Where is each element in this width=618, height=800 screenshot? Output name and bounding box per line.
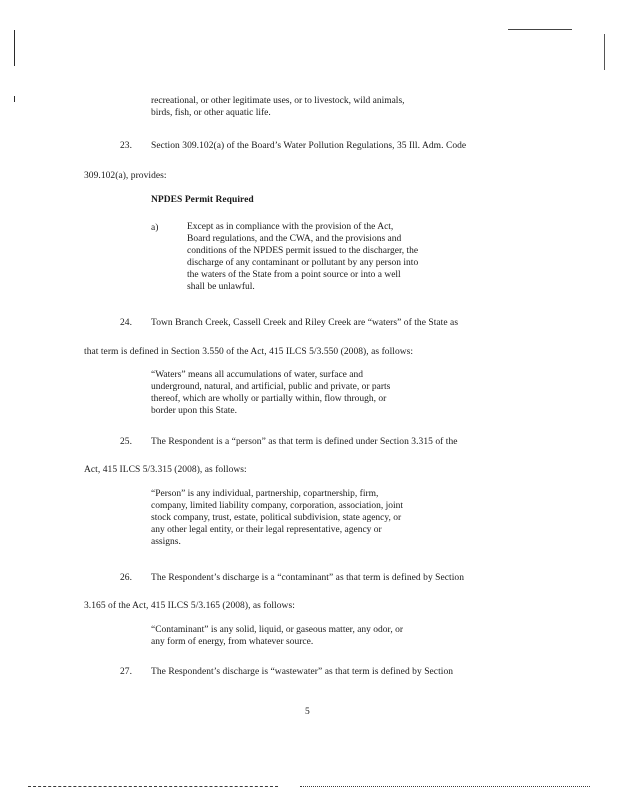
paragraph-23-line-2: 309.102(a), provides: [84, 171, 167, 181]
paragraph-26-line-1: The Respondent’s discharge is a “contaminant” as that term is defined by Section [151, 573, 465, 583]
paragraph-27-line-1: The Respondent’s discharge is “wastewater” as that term is defined by Section [151, 667, 454, 677]
npdes-heading: NPDES Permit Required [151, 195, 254, 205]
contaminant-definition-quote: “Contaminant” is any solid, liquid, or gaseous matter, any odor, or any form of energy, from whatever source. [151, 625, 403, 647]
paragraph-number-26: 26. [120, 573, 133, 583]
scan-edge-left-lower [14, 96, 15, 102]
paragraph-number-27: 27. [120, 667, 133, 677]
paragraph-25-line-2: Act, 415 ILCS 5/3.315 (2008), as follows: [84, 465, 247, 475]
continuation-quote: recreational, or other legitimate uses, or to livestock, wild animals, birds, fish, or other aquatic life. [151, 96, 405, 118]
subsection-text: Except as in compliance with the provision of the Act, Board regulations, and the CWA, and the provisions and conditions of the NPDES permit issued to the discharger, the discharge of any contaminant or pollutant by any person into the waters of the State from a point source or into a well shall be unlawful. [187, 222, 419, 292]
paragraph-number-24: 24. [120, 318, 133, 328]
paragraph-number-23: 23. [120, 141, 133, 151]
waters-definition-quote: “Waters” means all accumulations of water, surface and underground, natural, and artificial, public and private, or parts thereof, which are wholly or partially within, flow through, or border upon this State. [151, 370, 391, 416]
paragraph-number-25: 25. [120, 437, 133, 447]
scan-bottom-line [28, 786, 278, 787]
paragraph-25-line-1: The Respondent is a “person” as that term is defined under Section 3.315 of the [151, 437, 458, 447]
paragraph-26-line-2: 3.165 of the Act, 415 ILCS 5/3.165 (2008), as follows: [84, 601, 295, 611]
paragraph-24-line-1: Town Branch Creek, Cassell Creek and Riley Creek are “waters” of the State as [151, 318, 459, 328]
scan-edge-right [604, 34, 605, 70]
page-number: 5 [305, 707, 310, 717]
paragraph-23-line-1: Section 309.102(a) of the Board’s Water Pollution Regulations, 35 Ill. Adm. Code [151, 141, 467, 151]
subsection-label: a) [151, 223, 159, 233]
person-definition-quote: “Person” is any individual, partnership, copartnership, firm, company, limited liability company, corporation, association, joint stock company, trust, estate, political subdivision, state agency, or any other legal entity, or their legal representative, agency or assigns. [151, 489, 404, 547]
scan-bottom-line-right [300, 786, 590, 787]
scan-top-line [508, 29, 572, 30]
scan-edge-left [14, 30, 15, 66]
paragraph-24-line-2: that term is defined in Section 3.550 of the Act, 415 ILCS 5/3.550 (2008), as follows: [84, 347, 414, 357]
